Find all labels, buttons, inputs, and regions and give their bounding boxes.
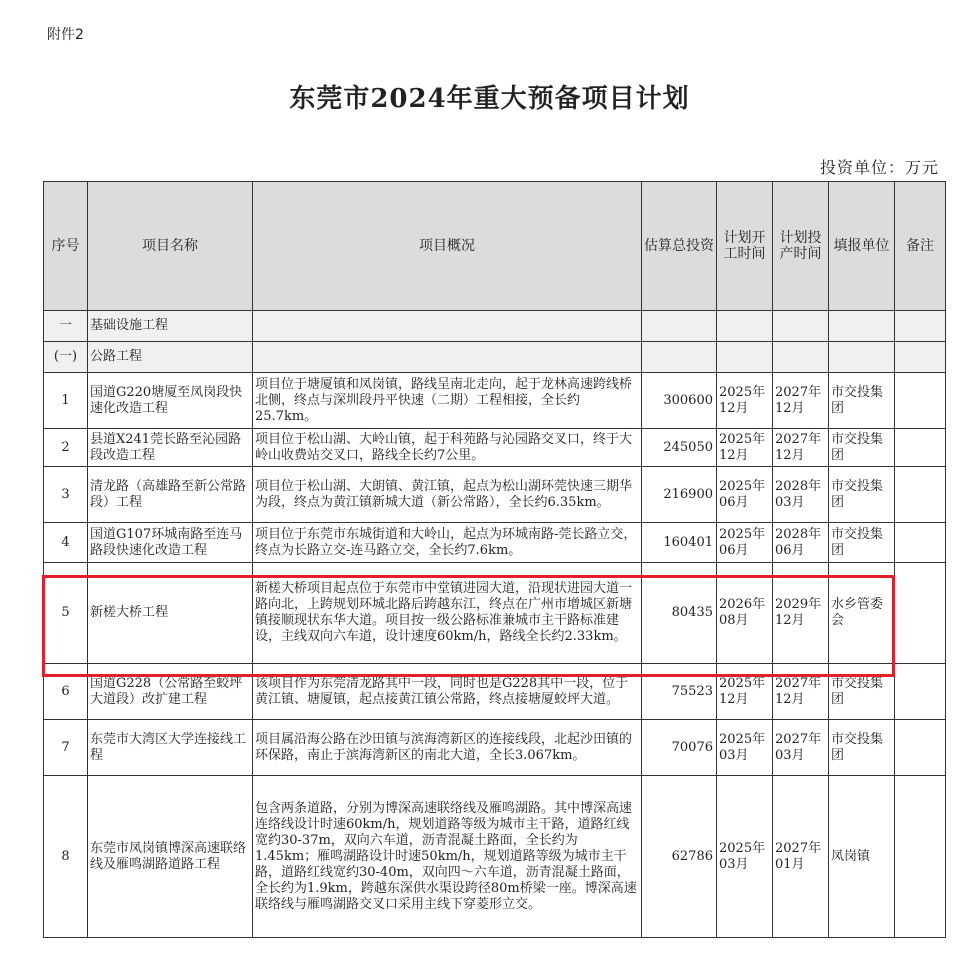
- table-row: [44, 664, 946, 720]
- cell-seq: 5: [44, 563, 88, 664]
- cell-start: 2025年12月: [717, 664, 773, 720]
- cell-name: 新槎大桥工程: [88, 563, 253, 664]
- subsection-seq: (一): [44, 342, 88, 373]
- cell-remark: [895, 776, 946, 938]
- table-row: [44, 720, 946, 776]
- cell-unit: 市交投集团: [829, 720, 895, 776]
- cell-seq: 7: [44, 720, 88, 776]
- cell-name: 国道G228（公常路至蛟坪大道段）改扩建工程: [88, 664, 253, 720]
- investment-unit-note: 投资单位：万元: [819, 158, 939, 177]
- cell-seq: 3: [44, 467, 88, 523]
- cell-investment: 70076: [642, 720, 717, 776]
- cell-operation: 2029年12月: [773, 563, 829, 664]
- cell-overview: 项目位于东莞市东城街道和大岭山，起点为环城南路-莞长路立交，终点为长路立交-连马路立交，全长约7.6km。: [253, 523, 642, 563]
- cell-start: 2026年08月: [717, 563, 773, 664]
- cell-overview: 项目位于松山湖、大岭山镇，起于科苑路与沁园路交叉口，终于大岭山收费站交叉口，路线全长约7公里。: [253, 429, 642, 467]
- header-overview: 项目概况: [253, 182, 642, 311]
- table-row: [44, 523, 946, 563]
- cell-start: 2025年03月: [717, 776, 773, 938]
- subsection-label: 公路工程: [88, 342, 253, 373]
- section-row: [44, 311, 946, 342]
- cell-overview: 项目位于塘厦镇和凤岗镇，路线呈南北走向，起于龙林高速跨线桥北侧，终点与深圳段丹平快速（二期）工程相接，全长约25.7km。: [253, 373, 642, 429]
- cell-name: 东莞市凤岗镇博深高速联络线及雁鸣湖路道路工程: [88, 776, 253, 938]
- cell-unit: 水乡管委会: [829, 563, 895, 664]
- cell-operation: 2027年01月: [773, 776, 829, 938]
- table-row: [44, 563, 946, 664]
- cell-name: 东莞市大湾区大学连接线工程: [88, 720, 253, 776]
- cell-investment: 160401: [642, 523, 717, 563]
- cell-operation: 2028年06月: [773, 523, 829, 563]
- table-row: [44, 429, 946, 467]
- cell-operation: 2027年12月: [773, 429, 829, 467]
- cell-investment: 62786: [642, 776, 717, 938]
- cell-unit: 市交投集团: [829, 467, 895, 523]
- cell-overview: 该项目作为东莞清龙路其中一段，同时也是G228其中一段，位于黄江镇、塘厦镇，起点接黄江镇公常路，终点接塘厦蛟坪大道。: [253, 664, 642, 720]
- cell-seq: 8: [44, 776, 88, 938]
- section-seq: 一: [44, 311, 88, 342]
- page-title: 东莞市2024年重大预备项目计划: [289, 84, 690, 114]
- cell-remark: [895, 664, 946, 720]
- table-row: [44, 373, 946, 429]
- cell-investment: 245050: [642, 429, 717, 467]
- cell-unit: 市交投集团: [829, 523, 895, 563]
- cell-overview: 包含两条道路，分别为博深高速联络线及雁鸣湖路。其中博深高速连络线设计时速60km/h，规划道路等级为城市主干路，道路红线宽约30-37m，双向六车道，沥青混凝土路面，全长约为1.45km；雁鸣湖路设计时速50km/h，规划道路等级为城市主干路，道路红线宽约30-40m，双向四～六车道，沥青混凝土路面，全长约为1.9km，跨越东深供水渠设跨径80m桥梁一座。博深高速联络线与雁鸣湖路交叉口采用主线下穿菱形立交。: [253, 776, 642, 938]
- cell-remark: [895, 720, 946, 776]
- cell-name: 清龙路（高雄路至新公常路段）工程: [88, 467, 253, 523]
- cell-remark: [895, 373, 946, 429]
- cell-name: 国道G220塘厦至凤岗段快速化改造工程: [88, 373, 253, 429]
- cell-unit: 市交投集团: [829, 373, 895, 429]
- project-table: [43, 181, 946, 938]
- cell-name: 国道G107环城南路至连马路段快速化改造工程: [88, 523, 253, 563]
- cell-remark: [895, 429, 946, 467]
- header-remark: 备注: [895, 182, 946, 311]
- header-unit: 填报单位: [829, 182, 895, 311]
- table-row: [44, 467, 946, 523]
- subsection-row: [44, 342, 946, 373]
- cell-remark: [895, 563, 946, 664]
- cell-start: 2025年12月: [717, 429, 773, 467]
- cell-start: 2025年03月: [717, 720, 773, 776]
- cell-start: 2025年06月: [717, 467, 773, 523]
- header-operation: 计划投产时间: [773, 182, 829, 311]
- cell-investment: 216900: [642, 467, 717, 523]
- cell-overview: 项目属沿海公路在沙田镇与滨海湾新区的连接线段，北起沙田镇的环保路，南止于滨海湾新区的南北大道，全长3.067km。: [253, 720, 642, 776]
- cell-operation: 2028年03月: [773, 467, 829, 523]
- cell-remark: [895, 523, 946, 563]
- attachment-label: 附件2: [47, 27, 84, 43]
- cell-seq: 4: [44, 523, 88, 563]
- cell-unit: 市交投集团: [829, 429, 895, 467]
- header-investment: 估算总投资: [642, 182, 717, 311]
- cell-start: 2025年06月: [717, 523, 773, 563]
- cell-seq: 1: [44, 373, 88, 429]
- cell-name: 县道X241莞长路至沁园路段改造工程: [88, 429, 253, 467]
- cell-seq: 6: [44, 664, 88, 720]
- cell-investment: 300600: [642, 373, 717, 429]
- cell-seq: 2: [44, 429, 88, 467]
- cell-unit: 市交投集团: [829, 664, 895, 720]
- cell-remark: [895, 467, 946, 523]
- header-row: [44, 182, 946, 311]
- table-row: [44, 776, 946, 938]
- cell-unit: 凤岗镇: [829, 776, 895, 938]
- header-name: 项目名称: [88, 182, 253, 311]
- header-seq: 序号: [44, 182, 88, 311]
- cell-investment: 80435: [642, 563, 717, 664]
- header-start: 计划开工时间: [717, 182, 773, 311]
- cell-investment: 75523: [642, 664, 717, 720]
- cell-operation: 2027年03月: [773, 720, 829, 776]
- cell-operation: 2027年12月: [773, 373, 829, 429]
- section-label: 基础设施工程: [88, 311, 253, 342]
- cell-overview: 项目位于松山湖、大朗镇、黄江镇，起点为松山湖环莞快速三期华为段，终点为黄江镇新城大道（新公常路），全长约6.35km。: [253, 467, 642, 523]
- cell-overview: 新槎大桥项目起点位于东莞市中堂镇进园大道，沿现状进园大道一路向北，上跨规划环城北路后跨越东江，终点在广州市增城区新塘镇接顺现状东华大道。项目按一级公路标准兼城市主干路标准建设，主线双向六车道，设计速度60km/h，路线全长约2.33km。: [253, 563, 642, 664]
- cell-start: 2025年12月: [717, 373, 773, 429]
- cell-operation: 2027年12月: [773, 664, 829, 720]
